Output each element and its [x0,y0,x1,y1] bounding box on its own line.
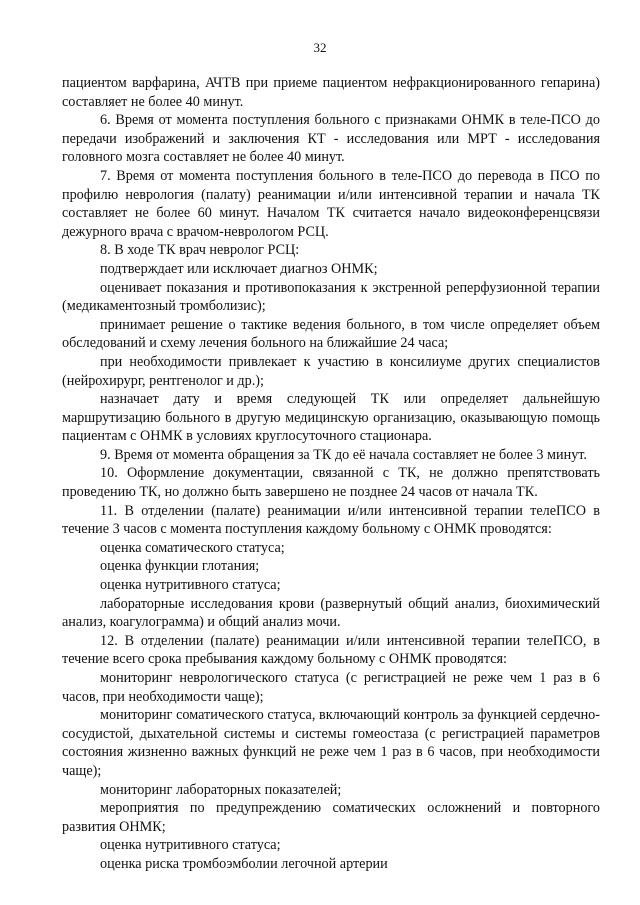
paragraph-8-item-2: оценивает показания и противопоказания к экстренной реперфузионной терапии (медикаментозный тромболизис); [62,279,600,315]
paragraph-10: 10. Оформление документации, связанной с ТК, не должно препятствовать проведению ТК, но должно быть завершено не позднее 24 часов от начала ТК. [62,465,600,501]
paragraph-11-item-1: оценка соматического статуса; [100,539,285,556]
paragraph-12-item-6: оценка риска тромбоэмболии легочной артерии [100,855,388,872]
paragraph-6: 6. Время от момента поступления больного с признаками ОНМК в теле-ПСО до передачи изображений и заключения КТ - исследования или МРТ - исследования головного мозга составляет не более 40 минут. [62,112,600,166]
paragraph-12-item-5: оценка нутритивного статуса; [100,837,281,854]
paragraph-8-item-3: принимает решение о тактике ведения больного, в том числе определяет объем обследований и схему лечения больного на ближайшие 24 часа; [62,316,600,352]
paragraph-8-item-1: подтверждает или исключает диагноз ОНМК; [100,260,378,277]
paragraph-continuation: пациентом варфарина, АЧТВ при приеме пациентом нефракционированного гепарина) составляет не более 40 минут. [62,75,600,110]
paragraph-12: 12. В отделении (палате) реанимации и/или интенсивной терапии телеПСО, в течение всего срока пребывания каждому больному с ОНМК проводятся: [62,632,600,668]
paragraph-11: 11. В отделении (палате) реанимации и/или интенсивной терапии телеПСО в течение 3 часов с момента поступления каждому больному с ОНМК проводятся: [62,502,600,538]
paragraph-12-item-3: мониторинг лабораторных показателей; [100,781,342,798]
paragraph-8-item-4: при необходимости привлекает к участию в консилиуме других специалистов (нейрохирург, рентгенолог и др.); [62,353,600,389]
paragraph-11-item-4: лабораторные исследования крови (развернутый общий анализ, биохимический анализ, коагулограмма) и общий анализ мочи. [62,595,600,631]
document-body [62,74,600,874]
page-number: 32 [313,40,327,55]
paragraph-12-item-1: мониторинг неврологического статуса (с регистрацией не реже чем 1 раз в 6 часов, при необходимости чаще); [62,670,600,705]
paragraph-12-item-4: мероприятия по предупреждению соматических осложнений и повторного развития ОНМК; [62,800,600,835]
paragraph-8: 8. В ходе ТК врач невролог РСЦ: [100,242,300,259]
paragraph-9: 9. Время от момента обращения за ТК до её начала составляет не более 3 минут. [100,446,587,463]
paragraph-11-item-3: оценка нутритивного статуса; [100,577,281,594]
paragraph-12-item-2: мониторинг соматического статуса, включающий контроль за функцией сердечно-сосудистой, дыхательной системы и системы гомеостаза (с регистрацией параметров состояния жизненно важных функций не реже чем 1 раз в 6 часов, при необходимости чаще); [62,707,600,779]
paragraph-7: 7. Время от момента поступления больного в теле-ПСО до перевода в ПСО по профилю неврология (палату) реанимации и/или интенсивной терапии и начала ТК составляет не более 60 минут. Началом ТК считается начало видеоконференцсвязи дежурного врача с врачом-неврологом РСЦ. [62,167,600,240]
paragraph-11-item-2: оценка функции глотания; [100,558,260,575]
paragraph-8-item-5: назначает дату и время следующей ТК или определяет дальнейшую маршрутизацию больного в другую медицинскую организацию, оказывающую помощь пациентам с ОНМК в условиях круглосуточного стационара. [62,391,600,445]
